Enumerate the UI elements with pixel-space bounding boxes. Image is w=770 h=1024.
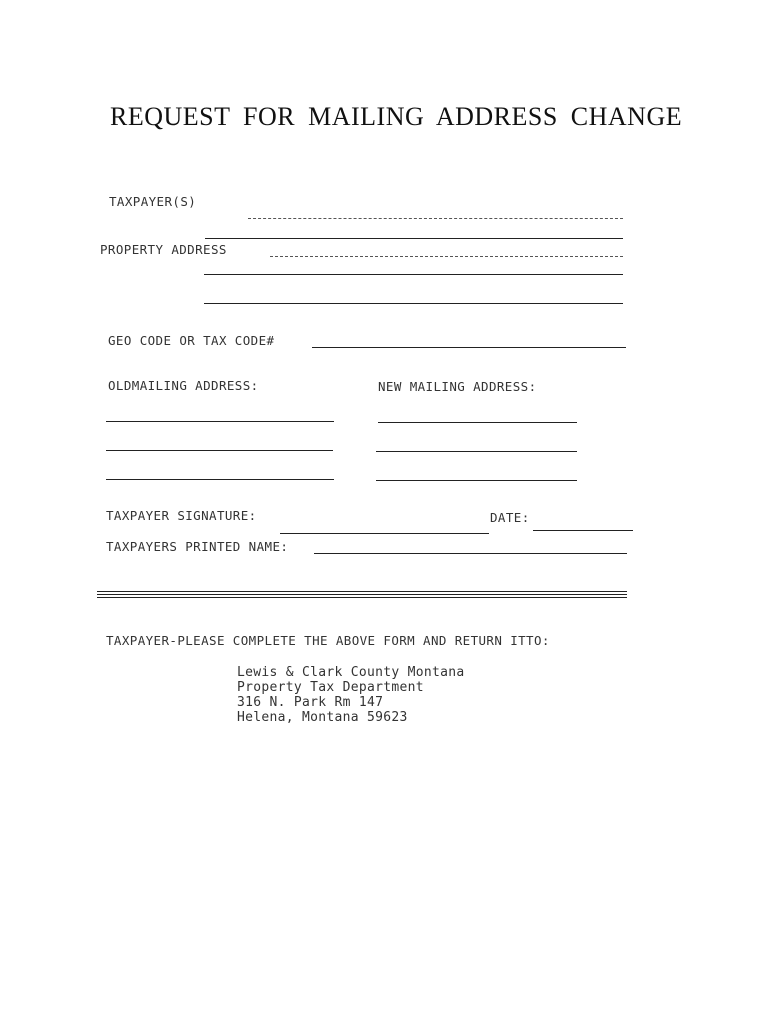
old-address-line-1[interactable] (106, 421, 334, 422)
new-address-line-3[interactable] (376, 480, 577, 481)
return-instruction: TAXPAYER-PLEASE COMPLETE THE ABOVE FORM AND RETURN ITTO: (106, 633, 550, 648)
property-address-line-3[interactable] (204, 303, 623, 304)
property-address-label: PROPERTY ADDRESS (100, 242, 227, 257)
new-address-line-1[interactable] (378, 422, 577, 423)
form-title: REQUEST FOR MAILING ADDRESS CHANGE (110, 102, 683, 131)
printed-name-label: TAXPAYERS PRINTED NAME: (106, 539, 289, 554)
geo-code-field-line[interactable] (312, 347, 626, 348)
taxpayer-field-line-1[interactable] (248, 218, 623, 219)
property-address-line-1[interactable] (270, 256, 623, 257)
taxpayer-field-line-2[interactable] (205, 238, 623, 239)
property-address-line-2[interactable] (204, 274, 623, 275)
return-address-block (237, 665, 465, 725)
address-line-city: Helena, Montana 59623 (237, 710, 408, 725)
date-label: DATE: (490, 510, 530, 525)
address-line-department: Property Tax Department (237, 680, 424, 695)
old-address-line-3[interactable] (106, 479, 334, 480)
printed-name-field-line[interactable] (314, 553, 627, 554)
old-mailing-address-label: OLDMAILING ADDRESS: (108, 378, 259, 393)
address-line-county: Lewis & Clark County Montana (237, 665, 465, 680)
old-address-line-2[interactable] (106, 450, 333, 451)
new-mailing-address-label: NEW MAILING ADDRESS: (378, 379, 537, 394)
new-address-line-2[interactable] (376, 451, 577, 452)
geo-code-label: GEO CODE OR TAX CODE# (108, 333, 275, 348)
taxpayer-signature-label: TAXPAYER SIGNATURE: (106, 508, 257, 523)
signature-field-line[interactable] (280, 533, 489, 534)
date-field-line[interactable] (533, 530, 633, 531)
address-line-street: 316 N. Park Rm 147 (237, 695, 384, 710)
taxpayer-label: TAXPAYER(S) (109, 194, 197, 209)
